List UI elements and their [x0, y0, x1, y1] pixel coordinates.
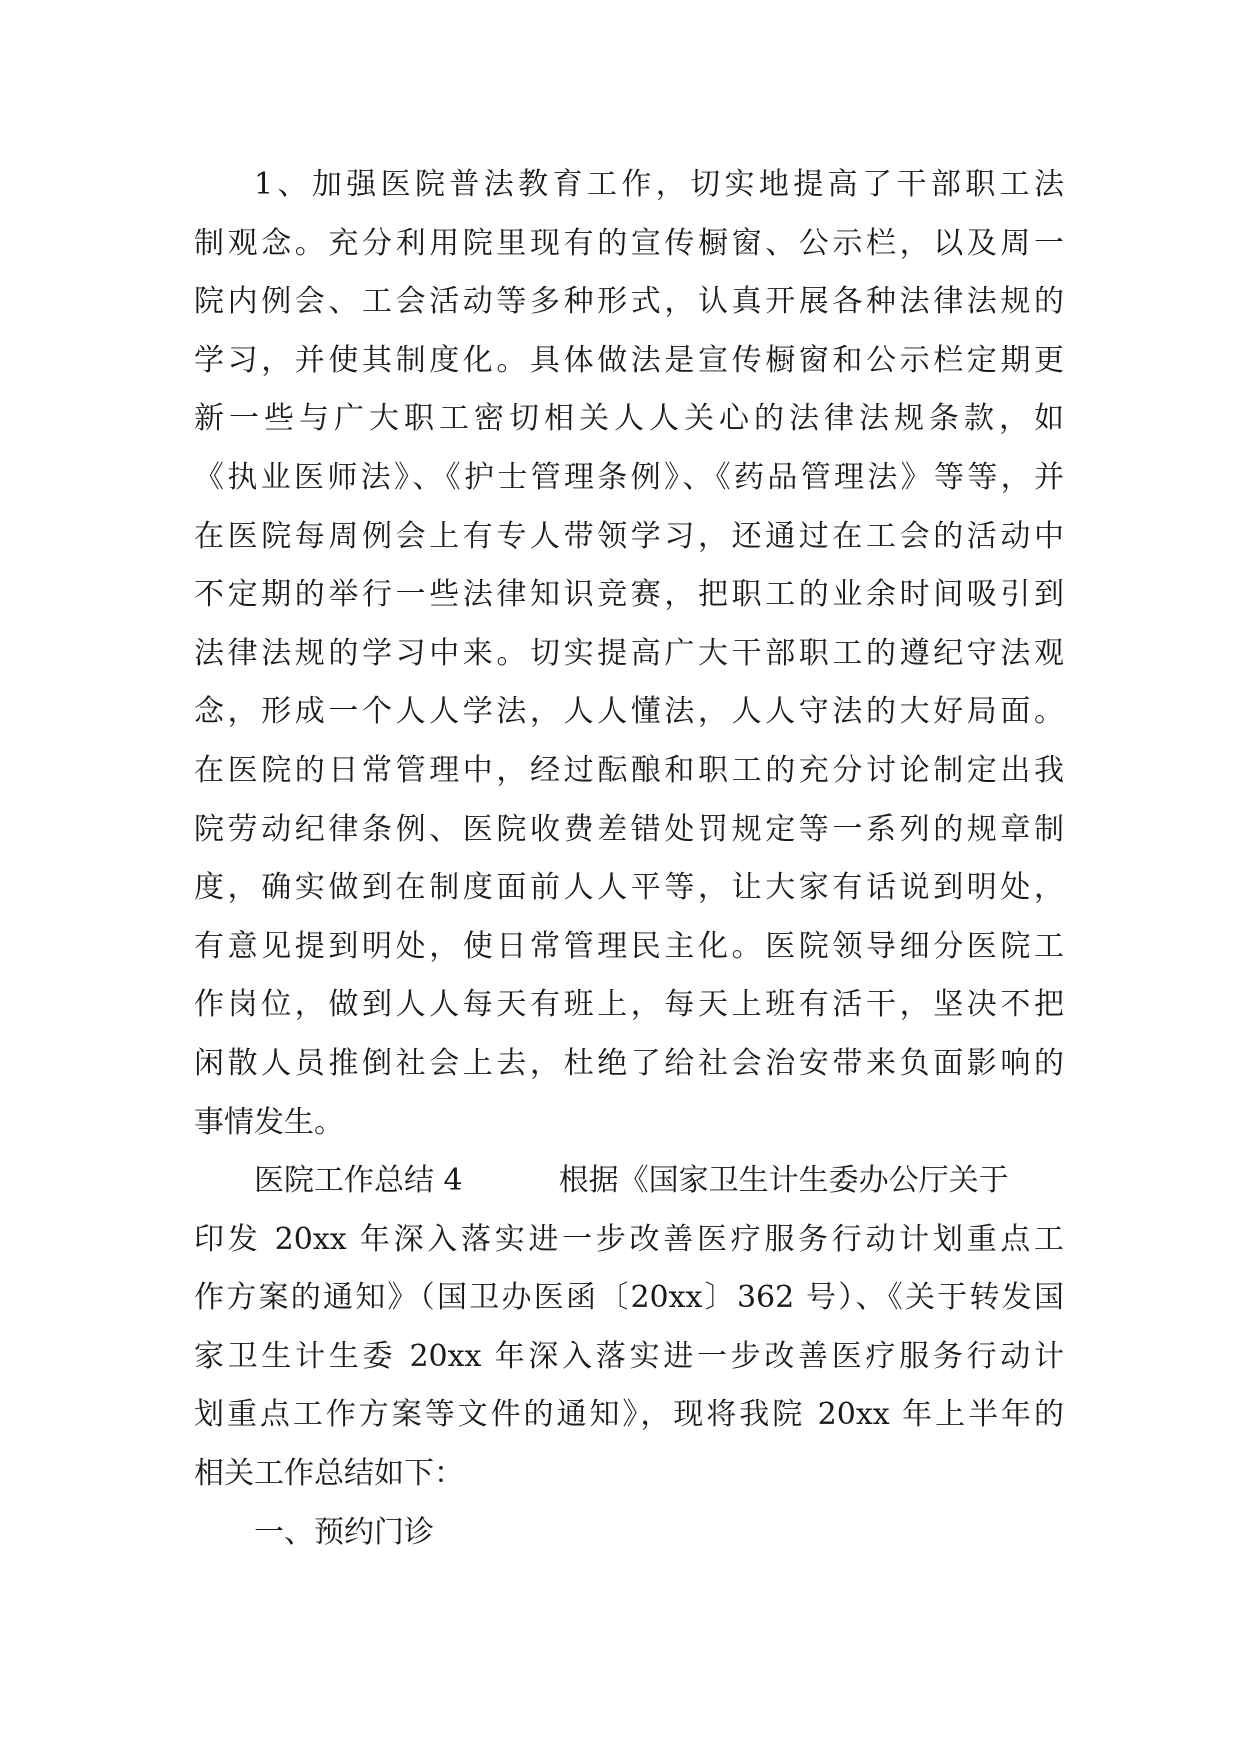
paragraph-line: 不定期的举行一些法律知识竞赛，把职工的业余时间吸引到 — [194, 577, 1064, 613]
paragraph-line: 1、加强医院普法教育工作，切实地提高了干部职工法 — [254, 167, 1064, 202]
paragraph-line: 闲散人员推倒社会上去，杜绝了给社会治安带来负面影响的 — [194, 1045, 1064, 1081]
summary-heading-line — [194, 1152, 1064, 1211]
paragraph-line: 印发 20xx 年深入落实进一步改善医疗服务行动计划重点工 — [194, 1221, 1064, 1257]
paragraph-line: 制观念。充分利用院里现有的宣传橱窗、公示栏，以及周一 — [194, 225, 1064, 261]
paragraph-line: 作方案的通知》（国卫办医函〔20xx〕362 号）、《关于转发国 — [194, 1280, 1064, 1316]
paragraph-line: 在医院每周例会上有专人带领学习，还通过在工会的活动中 — [194, 518, 1064, 554]
paragraph-line: 新一些与广大职工密切相关人人关心的法律法规条款，如 — [194, 401, 1064, 437]
section-heading: 一、预约门诊 — [254, 1514, 434, 1550]
paragraph-line: 度，确实做到在制度面前人人平等，让大家有话说到明处， — [194, 870, 1064, 906]
paragraph-line: 划重点工作方案等文件的通知》，现将我院 20xx 年上半年的 — [194, 1397, 1064, 1433]
paragraph-line: 《执业医师法》、《护士管理条例》、《药品管理法》等等，并 — [194, 459, 1064, 495]
paragraph-line: 念，形成一个人人学法，人人懂法，人人守法的大好局面。 — [194, 694, 1064, 730]
document-body — [194, 156, 1064, 1562]
paragraph-line: 学习，并使其制度化。具体做法是宣传橱窗和公示栏定期更 — [194, 342, 1064, 378]
summary-heading: 医院工作总结 4 — [254, 1163, 463, 1199]
paragraph-line: 院内例会、工会活动等多种形式，认真开展各种法律法规的 — [194, 284, 1064, 320]
paragraph-line: 根据《国家卫生计生委办公厅关于 — [558, 1163, 1009, 1199]
paragraph-line: 家卫生计生委 20xx 年深入落实进一步改善医疗服务行动计 — [194, 1338, 1064, 1374]
paragraph-line: 作岗位，做到人人每天有班上，每天上班有活干，坚决不把 — [194, 987, 1064, 1023]
paragraph-line: 在医院的日常管理中，经过酝酿和职工的充分讨论制定出我 — [194, 752, 1064, 788]
paragraph-line: 法律法规的学习中来。切实提高广大干部职工的遵纪守法观 — [194, 635, 1064, 671]
paragraph-line: 相关工作总结如下： — [194, 1456, 464, 1492]
paragraph-line: 院劳动纪律条例、医院收费差错处罚规定等一系列的规章制 — [194, 811, 1064, 847]
paragraph-line: 事情发生。 — [194, 1104, 344, 1140]
paragraph-line: 有意见提到明处，使日常管理民主化。医院领导细分医院工 — [194, 928, 1064, 964]
